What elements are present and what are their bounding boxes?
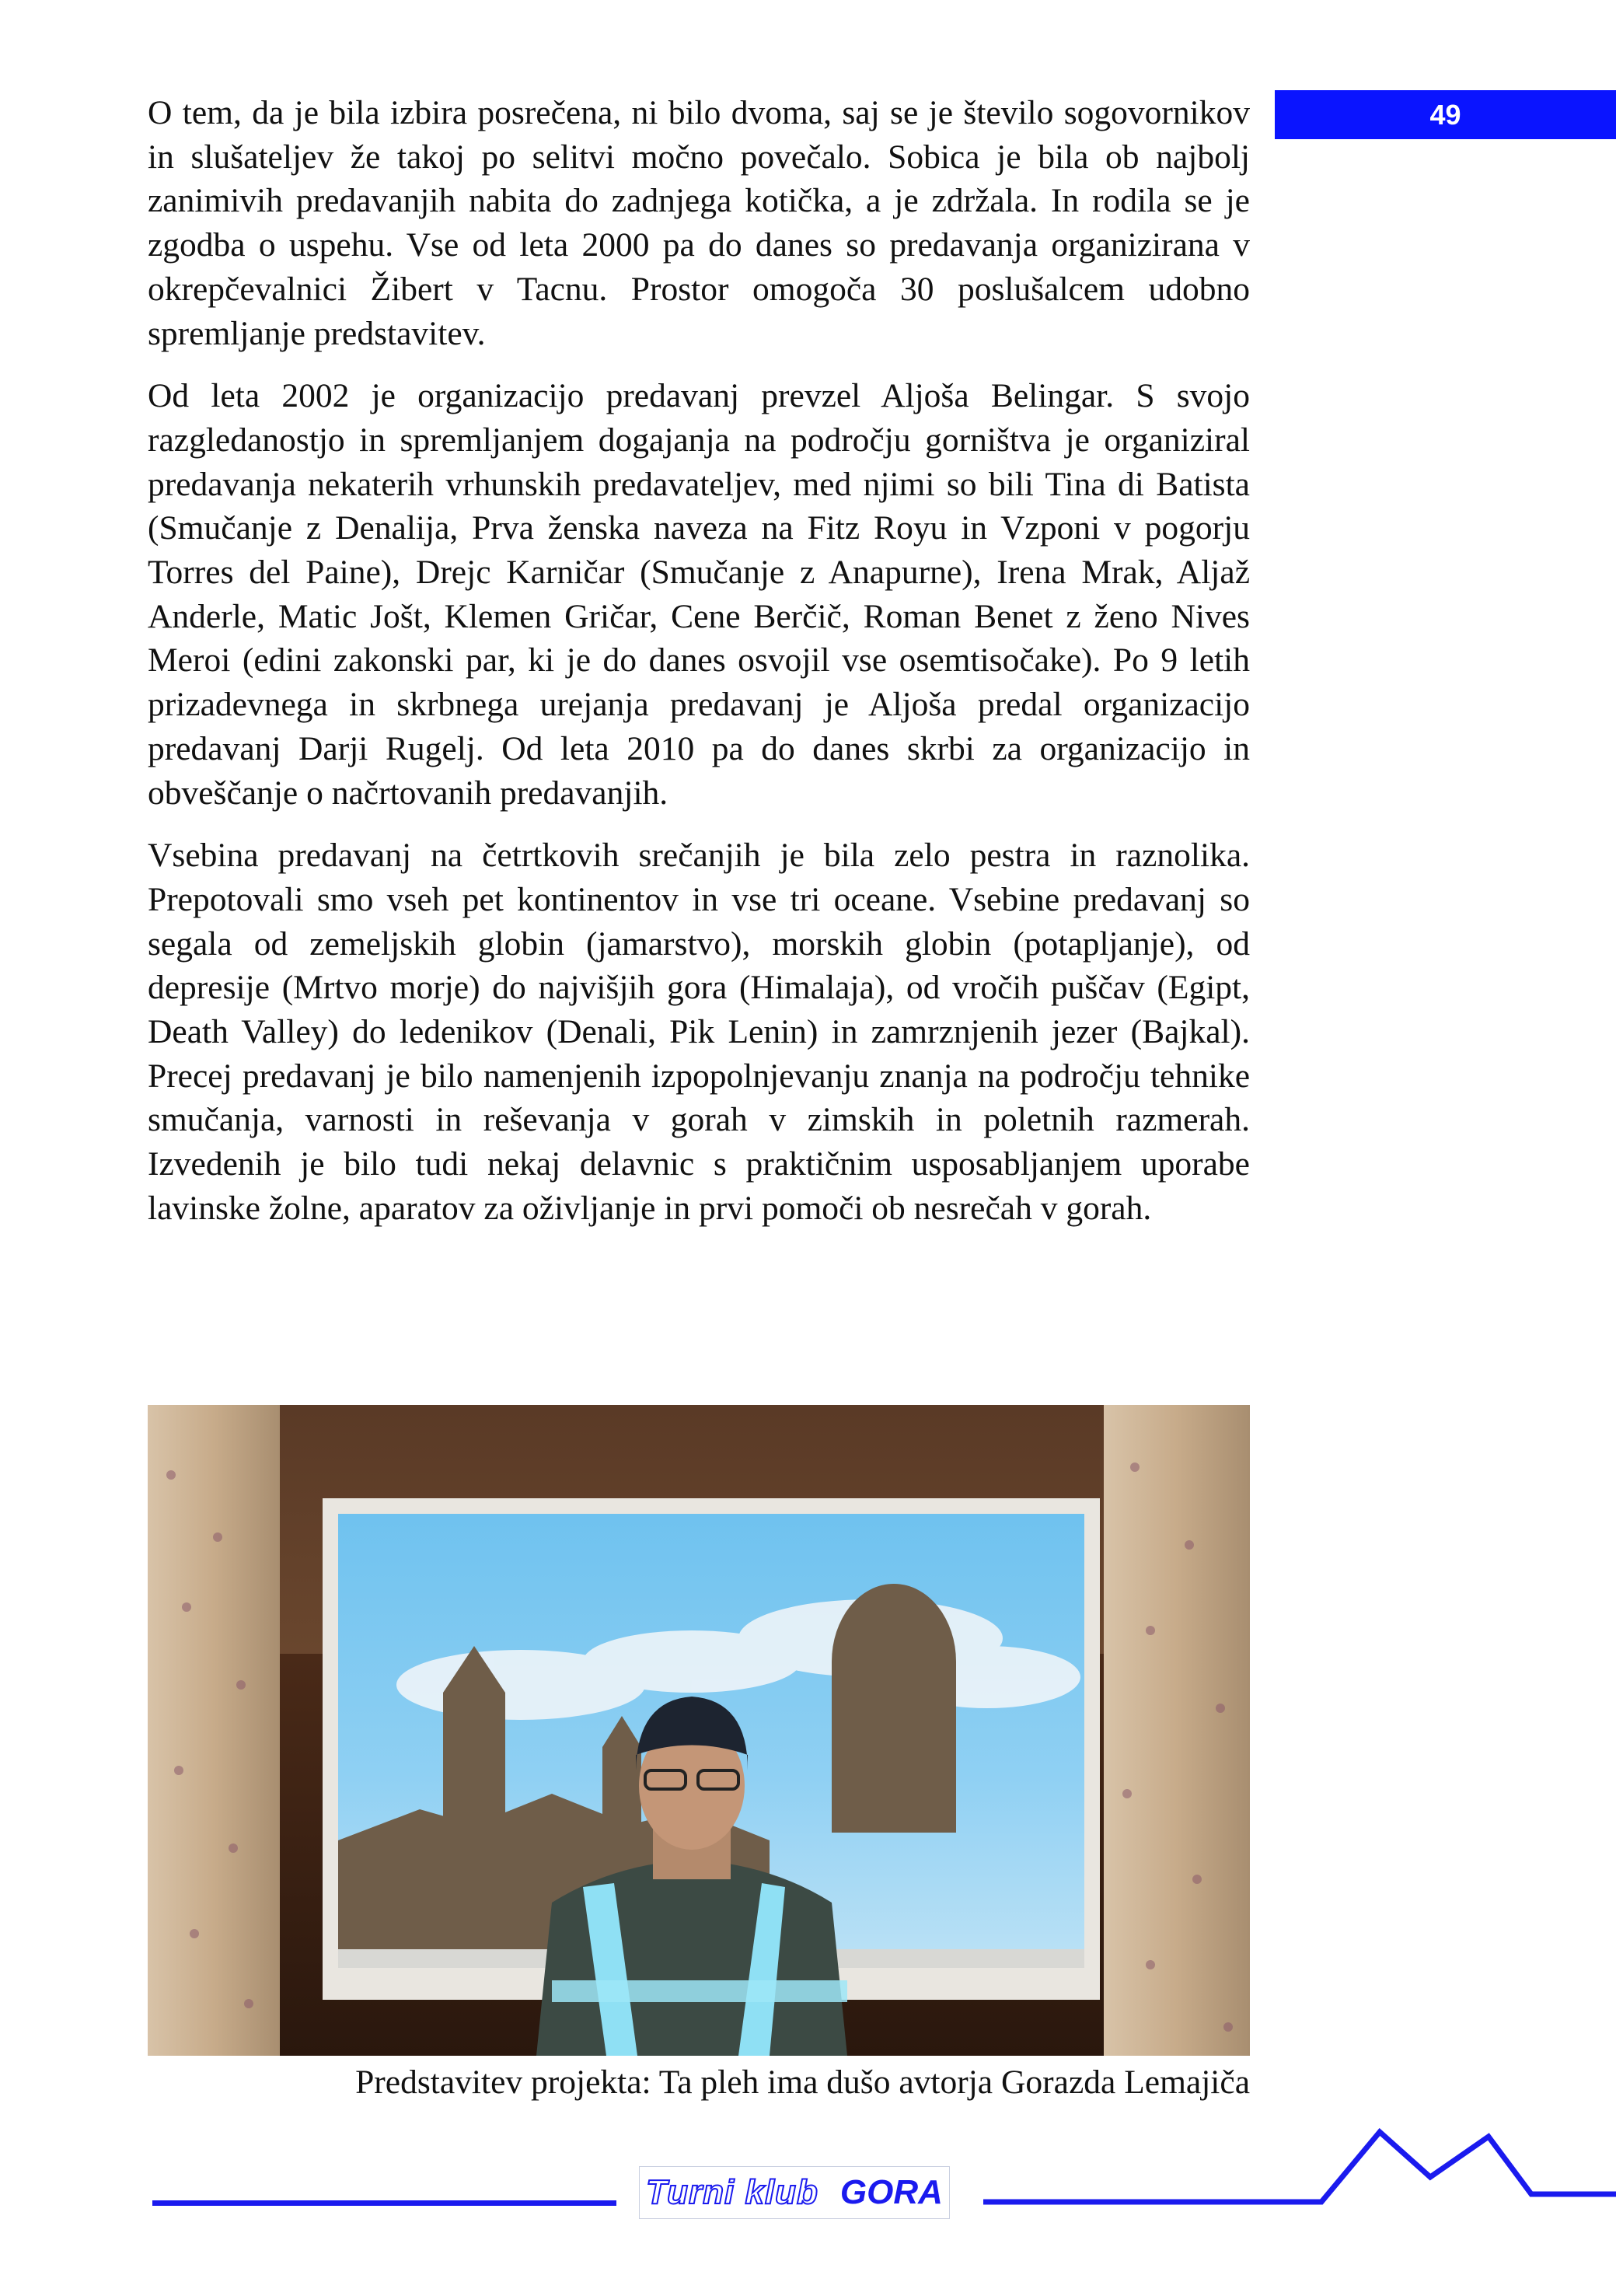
club-logo [639,2166,950,2219]
paragraph-3: Vsebina predavanj na četrtkovih srečanjih je bila zelo pestra in raznolika. Prepotovali smo vseh pet kontinentov in vse tri oceane. Vsebine predavanj so segala od zemeljskih globin (jamarstvo), morskih globin (potapljanje), od depresije (Mrtvo morje) do najvišjih gora (Himalaja), od vročih puščav (Egipt, Death Valley) do ledenikov (Denali, Pik Lenin) in zamrznjenih jezer (Bajkal). Precej predavanj je bilo namenjenih izpopolnjevanju znanja na področju tehnike smučanja, varnosti in reševanja v gorah v zimskih in poletnih razmerah. Izvedenih je bilo tudi nekaj delavnic s praktičnim usposabljanjem uporabe lavinske žolne, aparatov za oživljanje in prvi pomoči ob nesrečah v gorah. [148,837,1250,1227]
club-name-part1: Turni klub [646,2173,818,2211]
photo-illustration [148,1405,1250,2056]
page-number-badge [1275,90,1616,139]
paragraph-1: O tem, da je bila izbira posrečena, ni bilo dvoma, saj se je število sogovornikov in slušateljev že takoj po selitvi močno povečalo. Sobica je bila ob najbolj zanimivih predavanjih nabita do zadnjega kotička, a je zdržala. In rodila se je zgodba o uspehu. Vse od leta 2000 pa do danes so predavanja organizirana v okrepčevalnici Žibert v Tacnu. Prostor omogoča 30 poslušalcem udobno spremljanje predstavitev. [148,94,1250,352]
page-number: 49 [1429,98,1461,131]
article-body [148,91,1250,1249]
photo-caption: Predstavitev projekta: Ta pleh ima dušo avtorja Gorazda Lemajiča [355,2064,1250,2101]
club-name-part2: GORA [839,2173,943,2211]
footer-rule-left [152,2200,616,2206]
lecture-photo [148,1405,1250,2056]
paragraph-2: Od leta 2002 je organizacijo predavanj prevzel Aljoša Belingar. S svojo razgledanostjo in spremljanjem dogajanja na področju gorništva je organiziral predavanja nekaterih vrhunskih predavateljev, med njimi so bili Tina di Batista (Smučanje z Denalija, Prva ženska naveza na Fitz Royu in Vzponi v pogorju Torres del Paine), Drejc Karničar (Smučanje z Anapurne), Irena Mrak, Aljaž Anderle, Matic Jošt, Klemen Gričar, Cene Berčič, Roman Benet z ženo Nives Meroi (edini zakonski par, ki je do danes osvojil vse osemtisočake). Po 9 letih prizadevnega in skrbnega urejanja predavanj je Aljoša predal organizacijo predavanj Darji Rugelj. Od leta 2010 pa do danes skrbi za organizacijo in obveščanje o načrtovanih predavanjih. [148,377,1250,812]
